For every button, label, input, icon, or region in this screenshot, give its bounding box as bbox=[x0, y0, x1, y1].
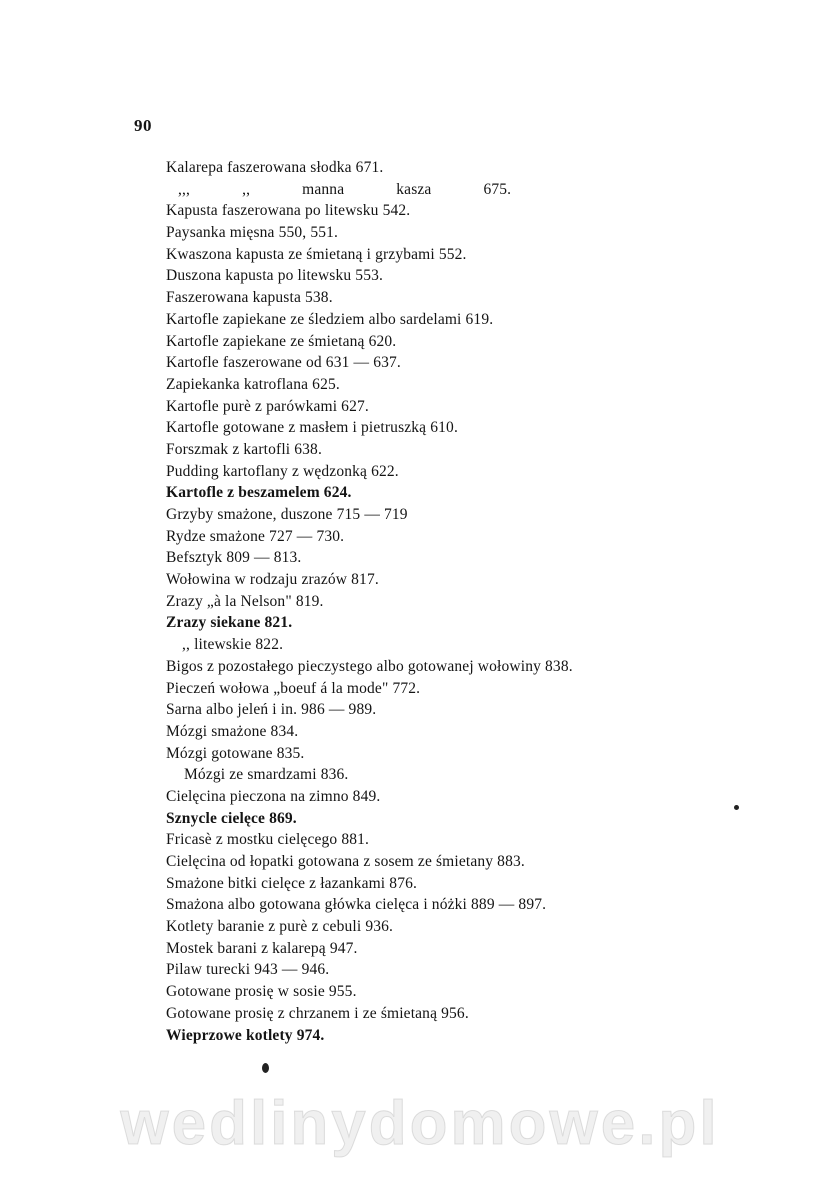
list-item: Cielęcina pieczona na zimno 849. bbox=[166, 787, 381, 805]
list-item: Kwaszona kapusta ze śmietaną i grzybami 552. bbox=[166, 245, 467, 263]
list-item: Mózgi smażone 834. bbox=[166, 722, 299, 740]
list-item: Gotowane prosię w sosie 955. bbox=[166, 983, 357, 1001]
list-item: Zapiekanka katroflana 625. bbox=[166, 375, 340, 393]
list-item: Gotowane prosię z chrzanem i ze śmietaną 956. bbox=[166, 1004, 469, 1022]
list-item: Kapusta faszerowana po litewsku 542. bbox=[166, 202, 411, 220]
list-item: Mostek barani z kalarepą 947. bbox=[166, 939, 358, 957]
list-item: Mózgi ze smardzami 836. bbox=[184, 766, 349, 784]
list-item: Rydze smażone 727 — 730. bbox=[166, 527, 345, 545]
recipe-index-list bbox=[166, 157, 786, 1046]
list-item: Kartofle faszerowane od 631 — 637. bbox=[166, 354, 401, 372]
list-item: Kartofle zapiekane ze śmietaną 620. bbox=[166, 332, 397, 350]
list-item: Zrazy siekane 821. bbox=[166, 614, 293, 632]
list-item: ,, litewskie 822. bbox=[182, 636, 284, 654]
list-item: Forszmak z kartofli 638. bbox=[166, 440, 322, 458]
list-item: Zrazy „à la Nelson" 819. bbox=[166, 592, 324, 610]
page-number: 90 bbox=[134, 116, 152, 135]
list-item: Kartofle z beszamelem 624. bbox=[166, 484, 352, 502]
list-item: Sarna albo jeleń i in. 986 — 989. bbox=[166, 701, 377, 719]
list-item: Kartofle purè z parówkami 627. bbox=[166, 397, 369, 415]
list-item: Pudding kartoflany z wędzonką 622. bbox=[166, 462, 399, 480]
list-item: Kalarepa faszerowana słodka 671. bbox=[166, 159, 384, 176]
list-item: Grzyby smażone, duszone 715 — 719 bbox=[166, 506, 408, 523]
ink-speck bbox=[262, 1063, 269, 1073]
list-item: Smażona albo gotowana główka cielęca i nóżki 889 — 897. bbox=[166, 896, 547, 914]
list-item: Wieprzowe kotlety 974. bbox=[166, 1026, 325, 1044]
list-item: Kotlety baranie z purè z cebuli 936. bbox=[166, 918, 394, 936]
list-item: Pieczeń wołowa „boeuf á la mode" 772. bbox=[166, 679, 421, 697]
ink-speck bbox=[734, 805, 739, 810]
list-item: Kartofle gotowane z masłem i pietruszką 610. bbox=[166, 419, 458, 437]
list-item: Bigos z pozostałego pieczystego albo gotowanej wołowiny 838. bbox=[166, 657, 573, 675]
list-item: Kartofle zapiekane ze śledziem albo sardelami 619. bbox=[166, 310, 494, 328]
list-item: Smażone bitki cielęce z łazankami 876. bbox=[166, 874, 418, 892]
list-item: Mózgi gotowane 835. bbox=[166, 744, 305, 762]
list-item: Cielęcina od łopatki gotowana z sosem ze śmietany 883. bbox=[166, 853, 525, 870]
list-item: Duszona kapusta po litewsku 553. bbox=[166, 267, 384, 285]
list-item: Sznycle cielęce 869. bbox=[166, 809, 297, 827]
list-item: Paysanka mięsna 550, 551. bbox=[166, 224, 339, 242]
list-item: Pilaw turecki 943 — 946. bbox=[166, 961, 330, 979]
list-item: Befsztyk 809 — 813. bbox=[166, 549, 302, 567]
watermark: wedlinydomowe.pl bbox=[120, 1089, 720, 1158]
list-item: Wołowina w rodzaju zrazów 817. bbox=[166, 571, 379, 589]
list-item: Faszerowana kapusta 538. bbox=[166, 289, 333, 307]
list-item: ,,, ,, manna kasza 675. bbox=[178, 180, 512, 198]
list-item: Fricasè z mostku cielęcego 881. bbox=[166, 831, 370, 849]
